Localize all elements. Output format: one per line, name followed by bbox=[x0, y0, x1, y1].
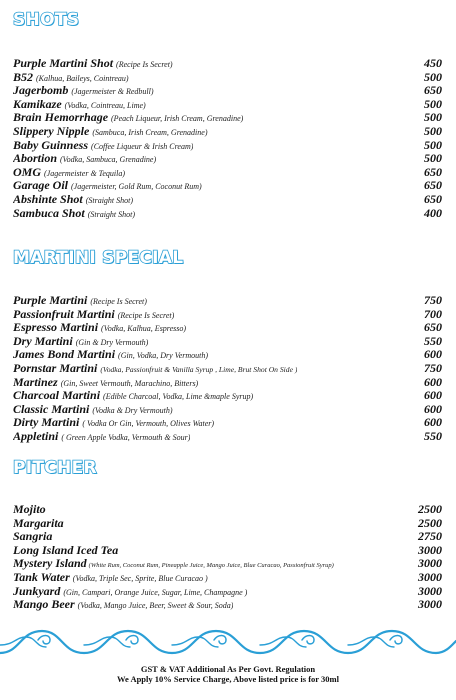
item-name: Mystery Island bbox=[13, 556, 87, 571]
item-price: 650 bbox=[424, 320, 442, 335]
item-name: Purple Martini bbox=[13, 293, 88, 307]
item-price: 2500 bbox=[418, 502, 442, 516]
item-price: 400 bbox=[424, 205, 442, 220]
item-name: Baby Guinness bbox=[13, 137, 89, 152]
item-desc: (Vodka, Mango Juice, Beer, Sweet & Sour, Soda) bbox=[77, 601, 234, 611]
wave-divider-ornament bbox=[0, 625, 456, 659]
item-price: 500 bbox=[424, 123, 442, 138]
item-desc: (Sambuca, Irish Cream, Grenadine) bbox=[92, 127, 208, 137]
list-item bbox=[13, 306, 442, 320]
item-price: 750 bbox=[424, 360, 442, 375]
list-item bbox=[13, 333, 442, 347]
item-name: Purple Martini Shot bbox=[13, 56, 114, 70]
list-item bbox=[13, 346, 442, 360]
item-name: Jagerbomb bbox=[13, 83, 69, 98]
list-item bbox=[13, 55, 442, 69]
item-desc: (Kalhua, Baileys, Cointreau) bbox=[36, 73, 129, 83]
item-name: Sambuca Shot bbox=[13, 205, 85, 220]
item-name: Long Island Iced Tea bbox=[13, 542, 119, 557]
item-price: 600 bbox=[424, 388, 442, 403]
item-price: 650 bbox=[424, 178, 442, 193]
list-item bbox=[13, 191, 442, 205]
item-name: Mojito bbox=[13, 502, 46, 516]
item-desc: (Vodka, Triple Sec, Sprite, Blue Curacao ) bbox=[72, 573, 208, 583]
item-price: 600 bbox=[424, 374, 442, 389]
item-price: 600 bbox=[424, 401, 442, 416]
pitcher-list bbox=[13, 501, 442, 610]
item-price: 3000 bbox=[418, 542, 442, 557]
list-item bbox=[13, 387, 442, 401]
list-item bbox=[13, 414, 442, 428]
item-desc: (Jagermeister, Gold Rum, Coconut Rum) bbox=[71, 182, 202, 192]
item-desc: (Recipe Is Secret) bbox=[90, 297, 147, 306]
item-desc: (Gin & Dry Vermouth) bbox=[75, 337, 149, 347]
item-price: 650 bbox=[424, 164, 442, 179]
item-price: 500 bbox=[424, 110, 442, 125]
item-name: Abshinte Shot bbox=[13, 191, 83, 206]
item-name: Margarita bbox=[13, 515, 64, 530]
item-name: Junkyard bbox=[13, 583, 61, 598]
item-name: Tank Water bbox=[13, 569, 70, 584]
item-desc: (Vodka & Dry Vermouth) bbox=[92, 405, 173, 415]
list-item bbox=[13, 109, 442, 123]
item-name: Abortion bbox=[13, 151, 58, 166]
item-price: 650 bbox=[424, 191, 442, 206]
item-desc: (Vodka, Kalhua, Espresso) bbox=[101, 324, 187, 334]
item-name: Dirty Martini bbox=[13, 415, 80, 430]
item-price: 2750 bbox=[418, 529, 442, 544]
footer-service-note: We Apply 10% Service Charge, Above listed price is for 30ml bbox=[116, 674, 339, 684]
item-desc: ( Vodka Or Gin, Vermouth, Olives Water) bbox=[82, 419, 215, 429]
item-desc: (Straight Shot) bbox=[85, 195, 134, 205]
list-item bbox=[13, 528, 442, 542]
list-item bbox=[13, 292, 442, 306]
item-price: 550 bbox=[424, 428, 442, 443]
item-name: Charcoal Martini bbox=[13, 388, 101, 403]
list-item bbox=[13, 360, 442, 374]
item-desc: (Gin, Sweet Vermouth, Marachino, Bitters) bbox=[60, 378, 199, 388]
item-price: 3000 bbox=[418, 597, 442, 612]
item-desc: (Vodka, Sambuca, Grenadine) bbox=[60, 155, 157, 165]
item-name: OMG bbox=[13, 164, 42, 179]
item-price: 750 bbox=[424, 293, 442, 307]
item-name: Martinez bbox=[13, 374, 58, 389]
item-desc: (Straight Shot) bbox=[87, 209, 136, 219]
item-price: 550 bbox=[424, 333, 442, 348]
item-desc: (Edible Charcoal, Vodka, Lime &maple Syrup) bbox=[103, 392, 254, 402]
item-name: Slippery Nipple bbox=[13, 123, 90, 138]
list-item bbox=[13, 596, 442, 610]
list-item bbox=[13, 164, 442, 178]
section-title-pitcher: PITCHER bbox=[13, 458, 97, 478]
item-price: 2500 bbox=[418, 515, 442, 530]
item-desc: (Vodka, Passionfruit & Vanilla Syrup , Lime, Brut Shot On Side ) bbox=[100, 364, 298, 374]
list-item bbox=[13, 428, 442, 442]
item-price: 700 bbox=[424, 306, 442, 321]
item-price: 500 bbox=[424, 151, 442, 166]
item-name: Dry Martini bbox=[13, 333, 73, 348]
list-item bbox=[13, 583, 442, 597]
item-name: Mango Beer bbox=[13, 597, 75, 612]
item-desc: ( Green Apple Vodka, Vermouth & Sour) bbox=[61, 432, 191, 442]
item-price: 500 bbox=[424, 137, 442, 152]
item-desc: (Peach Liqueur, Irish Cream, Grenadine) bbox=[111, 114, 244, 124]
item-name: Appletini bbox=[13, 428, 59, 443]
list-item bbox=[13, 82, 442, 96]
item-desc: (Jagermeister & Tequila) bbox=[44, 168, 126, 178]
section-title-shots: SHOTS bbox=[13, 10, 80, 30]
item-price: 3000 bbox=[418, 556, 442, 571]
item-price: 500 bbox=[424, 69, 442, 84]
item-desc: (Recipe Is Secret) bbox=[116, 60, 173, 69]
item-desc: (Gin, Vodka, Dry Vermouth) bbox=[118, 351, 209, 361]
list-item bbox=[13, 150, 442, 164]
section-title-martini-special: MARTINI SPECIAL bbox=[13, 248, 184, 268]
item-name: Brain Hemorrhage bbox=[13, 110, 109, 125]
item-name: B52 bbox=[13, 69, 34, 84]
item-price: 650 bbox=[424, 83, 442, 98]
item-price: 600 bbox=[424, 415, 442, 430]
item-name: Espresso Martini bbox=[13, 320, 99, 335]
item-price: 600 bbox=[424, 347, 442, 362]
martini-list bbox=[13, 292, 442, 442]
list-item bbox=[13, 515, 442, 529]
item-name: Sangria bbox=[13, 529, 53, 544]
item-desc: (Coffee Liqueur & Irish Cream) bbox=[91, 141, 194, 151]
item-desc: (Jagermeister & Redbull) bbox=[71, 87, 154, 97]
item-price: 3000 bbox=[418, 569, 442, 584]
item-desc: (White Rum, Coconut Rum, Pineapple Juice, Mango Juice, Blue Curacao, Passionfruit Syrup) bbox=[88, 562, 334, 570]
item-price: 450 bbox=[424, 56, 442, 70]
item-desc: (Vodka, Cointreau, Lime) bbox=[64, 100, 146, 110]
item-name: Pornstar Martini bbox=[13, 360, 98, 375]
item-name: Kamikaze bbox=[13, 96, 62, 111]
list-item bbox=[13, 555, 442, 569]
item-name: Classic Martini bbox=[13, 401, 90, 416]
item-name: James Bond Martini bbox=[13, 347, 116, 362]
item-price: 3000 bbox=[418, 583, 442, 598]
list-item bbox=[13, 319, 442, 333]
shots-list bbox=[13, 55, 442, 218]
list-item bbox=[13, 69, 442, 83]
list-item bbox=[13, 96, 442, 110]
list-item bbox=[13, 137, 442, 151]
item-price: 500 bbox=[424, 96, 442, 111]
item-desc: (Gin, Campari, Orange Juice, Sugar, Lime, Champagne ) bbox=[63, 587, 248, 597]
footer-tax-note: GST & VAT Additional As Per Govt. Regulation bbox=[140, 664, 316, 674]
item-name: Passionfruit Martini bbox=[13, 306, 115, 321]
item-desc: (Recipe Is Secret) bbox=[117, 310, 175, 320]
list-item bbox=[13, 501, 442, 515]
list-item bbox=[13, 177, 442, 191]
item-name: Garage Oil bbox=[13, 178, 68, 193]
list-item bbox=[13, 205, 442, 219]
list-item bbox=[13, 542, 442, 556]
